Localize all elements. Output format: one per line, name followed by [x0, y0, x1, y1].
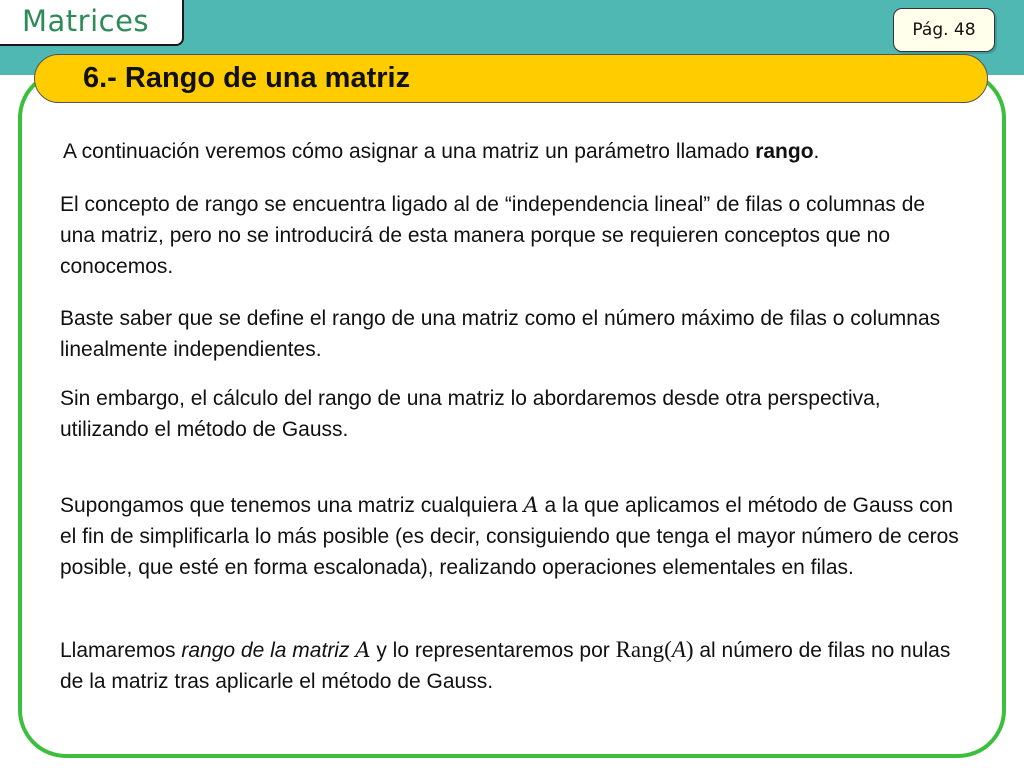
page-number-badge: Pág. 48: [893, 8, 995, 52]
section-title: 6.- Rango de una matriz: [34, 54, 988, 103]
app-title: Matrices: [22, 4, 150, 38]
paragraph-concept: El concepto de rango se encuentra ligado al de “independencia lineal” de filas o columnas de una matriz, pero no se introducirá de esta manera porque se requieren conceptos que no conocemos.: [60, 193, 926, 278]
paragraph-gauss-perspective: Sin embargo, el cálculo del rango de una matriz lo abordaremos desde otra perspectiva, utilizando el método de Gauss.: [60, 387, 881, 441]
paragraph-definition: Baste saber que se define el rango de una matriz como el número máximo de filas o columnas linealmente independientes.: [60, 307, 941, 361]
app-title-box: [0, 0, 184, 46]
matrix-symbol: A: [523, 493, 539, 517]
paragraph-gauss-method: Supongamos que tenemos una matriz cualquiera A a la que aplicamos el método de Gauss con el fin de simplificarla lo más posible (es decir, consiguiendo que tenga el mayor número de ceros posible, que esté en forma escalonada), realizando operaciones elementales en filas.: [60, 493, 959, 579]
rank-term: rango de la matriz A: [181, 638, 371, 662]
paragraph-rank-definition: Llamaremos rango de la matriz A y lo representaremos por Rang(A) al número de filas no nulas de la matriz tras aplicarle el método de Gauss.: [60, 637, 951, 693]
rank-notation: Rang(A): [615, 637, 694, 662]
intro-bold-term: rango: [755, 140, 814, 163]
intro-paragraph: A continuación veremos cómo asignar a una matriz un parámetro llamado rango.: [63, 140, 820, 163]
